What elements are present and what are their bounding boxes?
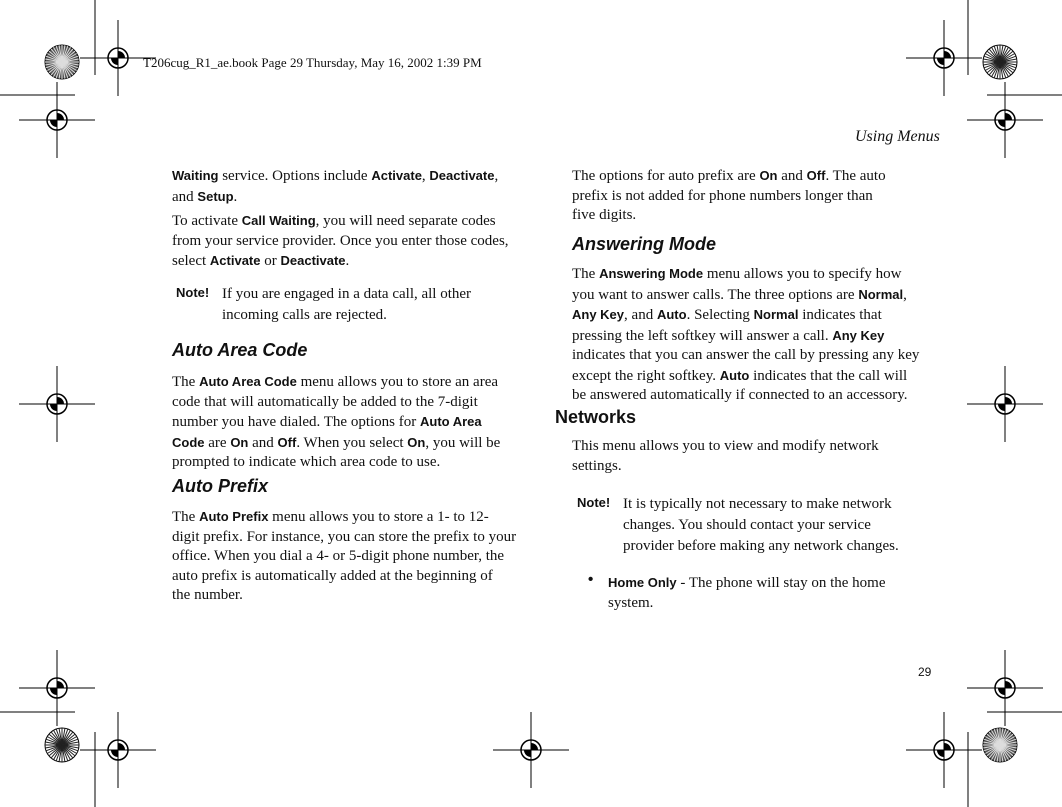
bullet-item-home-only: Home Only - The phone will stay on the home system. [608,575,886,611]
paragraph-auto-area-code: The Auto Area Code menu allows you to store an area code that will automatically be added to the 7-digit number you have dialed. The options for Auto Area Code are On and Off. When you select On, you will be prompted to indicate which area code to use. [172,374,501,470]
note-text: It is typically not necessary to make network changes. You should contact your service provider before making any network changes. [623,496,899,554]
paragraph-call-waiting-options: Waiting service. Options include Activate, Deactivate, and Setup. [172,168,499,205]
starburst-icon [45,728,79,762]
starburst-icon [983,728,1017,762]
heading-answering-mode: Answering Mode [572,234,717,254]
running-head: Using Menus [855,128,940,145]
heading-auto-prefix: Auto Prefix [172,476,269,496]
file-stamp: T206cug_R1_ae.book Page 29 Thursday, May 16, 2002 1:39 PM [143,55,482,70]
heading-networks: Networks [555,407,637,427]
paragraph-networks: This menu allows you to view and modify network settings. [572,438,879,474]
bullet-glyph: • [588,571,594,588]
note-text: If you are engaged in a data call, all other incoming calls are rejected. [222,286,472,323]
paragraph-auto-prefix: The Auto Prefix menu allows you to store a 1- to 12- digit prefix. For instance, you can store the prefix to your office. When you dial a 4- or 5-digit phone number, the auto prefix is automatically added at the beginning of the number. [172,509,517,603]
paragraph-activate-call-waiting: To activate Call Waiting, you will need separate codes from your service provider. Once you enter those codes, select Activate or Deactivate. [172,213,509,269]
heading-auto-area-code: Auto Area Code [172,340,308,360]
paragraph-auto-prefix-options: The options for auto prefix are On and Off. The auto prefix is not added for phone numbers longer than five digits. [572,168,886,223]
left-column [172,166,547,272]
note-label: Note! [176,285,210,300]
starburst-icon [45,45,79,79]
page-number: 29 [918,665,932,679]
note-label: Note! [577,495,611,510]
starburst-icon [983,45,1017,79]
paragraph-answering-mode: The Answering Mode menu allows you to specify how you want to answer calls. The three options are Normal, Any Key, and Auto. Selecting Normal indicates that pressing the left softkey will answer a call. Any Key indicates that you can answer the call by pressing any key except the right softkey. Auto indicates that the call will be answered automatically if connected to an accessory. [572,266,920,403]
